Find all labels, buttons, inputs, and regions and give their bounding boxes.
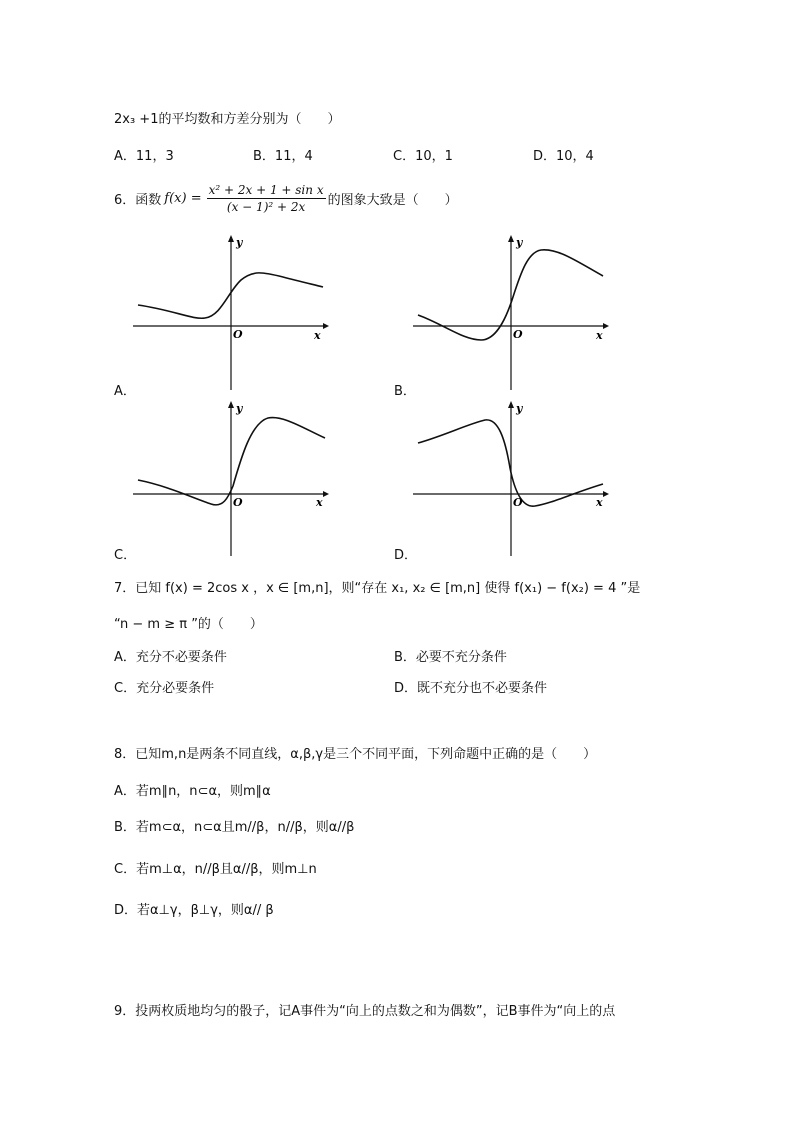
q7-line1: 7．已知 f(x) = 2cos x ，x ∈ [m,n]，则“存在 x₁, x₂ ∈ [m,n] 使得 f(x₁) − f(x₂) = 4 ”是 xyxy=(114,581,641,596)
graph-b-x-label: x xyxy=(596,329,603,342)
graph-b-origin-label: O xyxy=(513,328,523,341)
graph-b-letter: B． xyxy=(394,384,416,399)
q7-line2: “n − m ≥ π ”的（ ） xyxy=(114,617,263,632)
q7-option-b: B．必要不充分条件 xyxy=(394,650,507,665)
graph-b xyxy=(413,232,613,392)
q8-option-d: D．若α⊥γ，β⊥γ，则α// β xyxy=(114,903,274,918)
q8-stem: 8．已知m,n是两条不同直线，α,β,γ是三个不同平面，下列命题中正确的是（ ） xyxy=(114,747,597,762)
q8-option-a: A．若m∥n，n⊂α，则m∥α xyxy=(114,784,271,799)
graph-a-origin-label: O xyxy=(233,328,243,341)
graph-c-origin-label: O xyxy=(233,496,243,509)
q5-option-a: A．11，3 xyxy=(114,149,174,164)
q5-option-b: B．11，4 xyxy=(253,149,313,164)
q6-denominator: (x − 1)² + 2x xyxy=(226,199,306,214)
q6-stem xyxy=(114,176,458,220)
q6-suffix: 的图象大致是（ ） xyxy=(327,192,458,208)
q9-stem: 9．投两枚质地均匀的骰子，记A事件为“向上的点数之和为偶数”，记B事件为“向上的点 xyxy=(114,1004,616,1019)
q6-numerator: x² + 2x + 1 + sin x xyxy=(208,182,324,197)
graph-d-y-label: y xyxy=(516,402,523,415)
graph-d-origin-label: O xyxy=(513,496,523,509)
q6-func: f(x) = xyxy=(164,190,202,206)
q6-prefix: 函数 xyxy=(135,192,162,208)
graph-c xyxy=(133,398,333,558)
q7-option-c: C．充分必要条件 xyxy=(114,681,215,696)
graph-c-letter: C． xyxy=(114,548,137,563)
q7-option-a: A．充分不必要条件 xyxy=(114,650,227,665)
graph-c-x-label: x xyxy=(316,496,323,509)
q8-option-c: C．若m⊥α，n//β且α//β，则m⊥n xyxy=(114,862,317,877)
graph-b-y-label: y xyxy=(516,236,523,249)
q5-option-c: C．10，1 xyxy=(393,149,453,164)
q5-option-d: D．10，4 xyxy=(533,149,594,164)
graph-d xyxy=(413,398,613,558)
q5-lead: 2x₃ +1的平均数和方差分别为（ ） xyxy=(114,112,341,127)
graph-c-y-label: y xyxy=(236,402,243,415)
graph-a xyxy=(133,232,333,392)
q6-fraction xyxy=(207,183,326,214)
q7-option-d: D．既不充分也不必要条件 xyxy=(394,681,548,696)
q6-number: 6． xyxy=(114,192,136,208)
graph-a-y-label: y xyxy=(236,236,243,249)
graph-a-x-label: x xyxy=(314,329,321,342)
q8-option-b: B．若m⊂α，n⊂α且m//β，n//β，则α//β xyxy=(114,820,355,835)
graph-d-x-label: x xyxy=(596,496,603,509)
graph-a-letter: A． xyxy=(114,384,136,399)
graph-d-letter: D． xyxy=(394,548,418,563)
